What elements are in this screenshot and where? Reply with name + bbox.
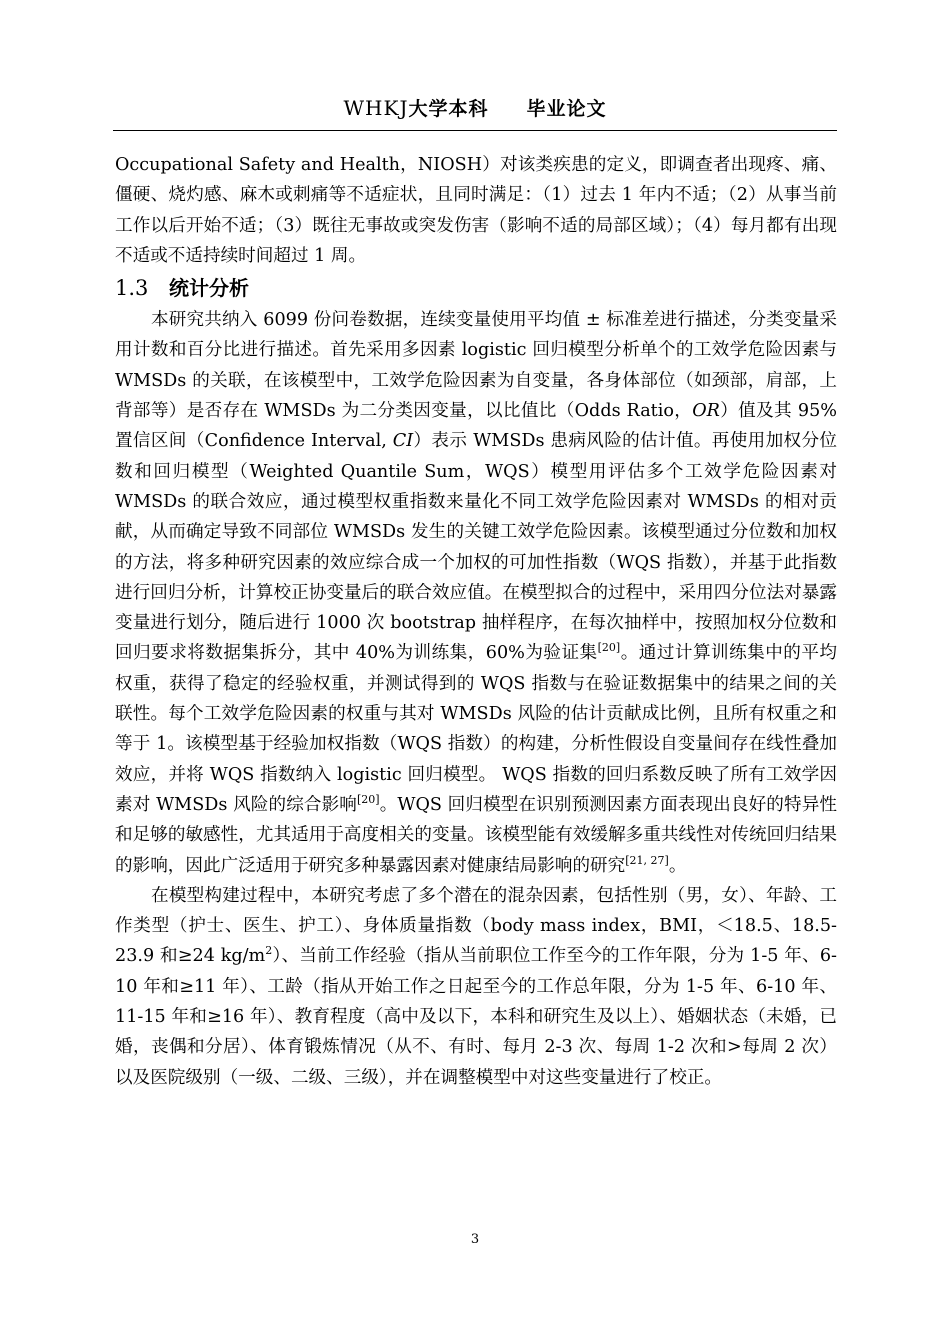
citation: [20]: [597, 641, 621, 655]
page-header: [0, 94, 950, 121]
paragraph-statistics: [115, 305, 837, 881]
text-run: 本研究共纳入 6099 份问卷数据，连续变量使用平均值 ± 标准差进行描述，分类变量采用计数和百分比进行描述。首先采用多因素 logistic 回归模型分析单个的工效学危险因素与 WMSDs 的关联，在该模型中，工效学危险因素为自变量，各身体部位（如颈部，肩部，上背部等）是否存在 WMSDs 为二分类因变量，以比值比（Odds Ratio，: [115, 310, 837, 422]
text-run: ）、当前工作经验（指从当前职位工作至今的工作年限，分为 1-5 年、6-10 年和≥11 年）、工龄（指从开始工作之日起至今的工作总年限，分为 1-5 年、6-10 年、11-15 年和≥16 年）、教育程度（高中及以下，本科和研究生及以上）、婚姻状态（未婚，已婚，丧偶和分居）、体育锻炼情况（从不、有时、每月 2-3 次、每周 1-2 次和>每周 2 次）以及医院级别（一级、二级、三级），并在调整模型中对这些变量进行了校正。: [115, 946, 837, 1088]
citation: [21, 27]: [625, 853, 669, 867]
italic-or: OR: [692, 401, 720, 422]
header-university: 大学本科: [408, 98, 489, 120]
header-rule: [113, 130, 837, 131]
italic-ci: CI: [392, 431, 414, 452]
citation: [20]: [357, 792, 380, 806]
page-number: 3: [470, 1232, 480, 1247]
text-run: ）表示 WMSDs 患病风险的估计值。再使用加权分位数和回归模型（Weighted Quantile Sum，WQS）模型用评估多个工效学危险因素对 WMSDs 的联合效应，通过模型权重指数来量化不同工效学危险因素对 WMSDs 的相对贡献，从而确定导致不同部位 WMSDs 发生的关键工效学危险因素。该模型通过分位数和加权的方法，将多种研究因素的效应综合成一个加权的可加性指数（WQS 指数），并基于此指数进行回归分析，计算校正协变量后的联合效应值。在模型拟合的过程中，采用四分位法对暴露变量进行划分，随后进行 1000 次 bootstrap 抽样程序，在每次抽样中，按照加权分位数和回归要求将数据集拆分，其中 40%为训练集，60%为验证集: [115, 431, 837, 664]
section-number: 1.3: [115, 276, 149, 301]
header-prefix: WHKJ: [343, 96, 409, 120]
header-thesis: 毕业论文: [526, 98, 607, 120]
paragraph-confounders: [115, 881, 837, 1093]
section-title: 统计分析: [169, 276, 249, 301]
text-run: 。WQS 回归模型在识别预测因素方面表现出良好的特异性和足够的敏感性，尤其适用于高度相关的变量。该模型能有效缓解多重共线性对传统回归结果的影响，因此广泛适用于研究多种暴露因素对健康结局影响的研究: [115, 794, 837, 876]
section-heading: [115, 273, 837, 303]
superscript: 2: [265, 944, 273, 958]
text-run: ）值及其 95%置信区间（Confidence Interval,: [115, 401, 837, 452]
text-run: 。通过计算训练集中的平均权重，获得了稳定的经验权重，并测试得到的 WQS 指数与在验证数据集中的结果之间的关联性。每个工效学危险因素的权重与其对 WMSDs 风险的估计贡献成比例，且所有权重之和等于 1。该模型基于经验加权指数（WQS 指数）的构建，分析性假设自变量间存在线性叠加效应，并将 WQS 指数纳入 logistic 回归模型。 WQS 指数的回归系数反映了所有工效学因素对 WMSDs 风险的综合影响: [115, 643, 837, 815]
paragraph-intro: Occupational Safety and Health，NIOSH）对该类疾患的定义，即调查者出现疼、痛、僵硬、烧灼感、麻木或刺痛等不适症状，且同时满足：（1）过去 1 年内不适；（2）从事当前工作以后开始不适；（3）既往无事故或突发伤害（影响不适的局部区域）；（4）每月都有出现不适或不适持续时间超过 1 周。: [115, 155, 837, 266]
page-body: [115, 150, 837, 1093]
text-run: 。: [668, 855, 687, 876]
text-run: 在模型构建过程中，本研究考虑了多个潜在的混杂因素，包括性别（男，女）、年龄、工作类型（护士、医生、护工）、身体质量指数（body mass index，BMI，＜18.5、18.5-23.9 和≥24 kg/m: [115, 885, 837, 967]
